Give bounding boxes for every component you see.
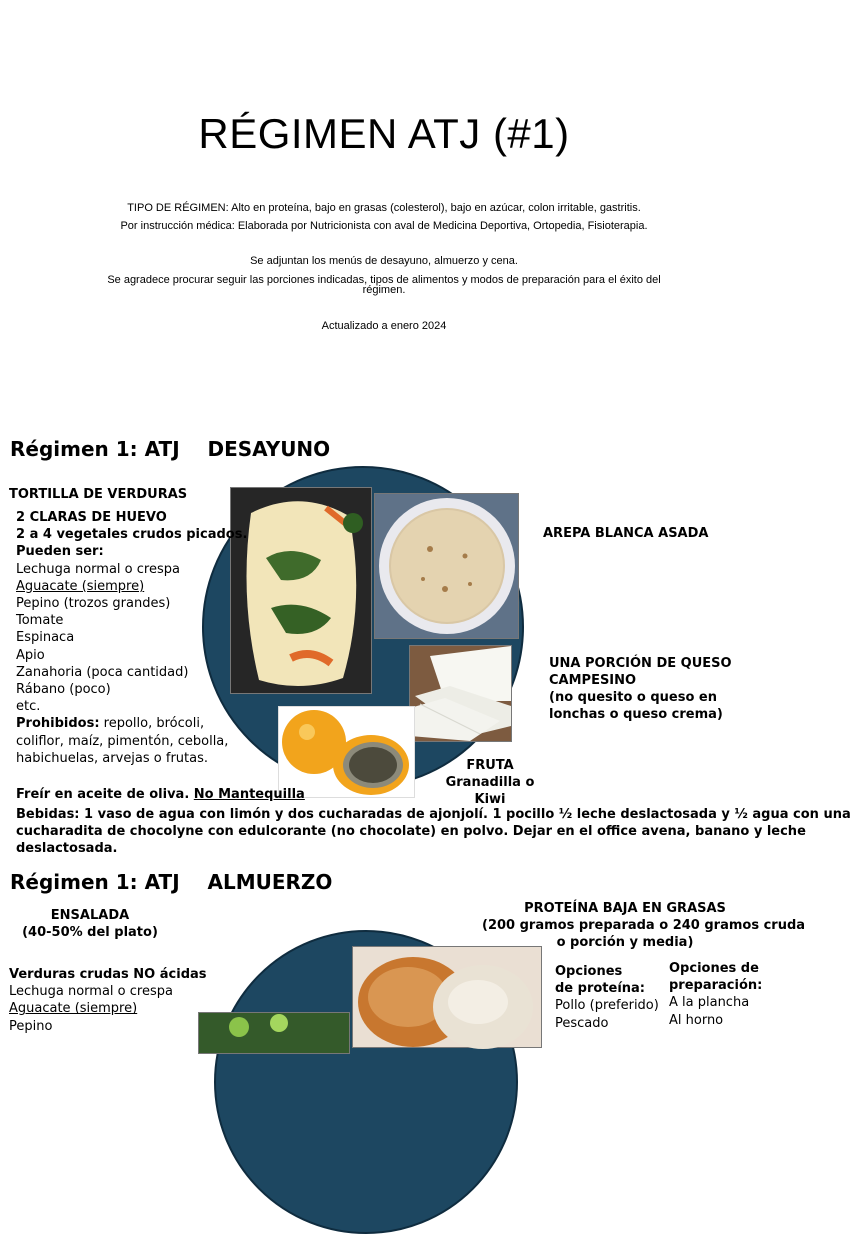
freir-line bbox=[16, 786, 305, 803]
granadilla-image bbox=[278, 706, 415, 798]
queso-image bbox=[409, 645, 512, 742]
list-item: Aguacate (siempre) bbox=[16, 578, 145, 594]
ensalada-line-1: ENSALADA bbox=[50, 908, 130, 923]
list-item: Rábano (poco) bbox=[16, 682, 111, 698]
prohibidos-text-1: repollo, brócoli, bbox=[99, 716, 205, 732]
bebidas-line-1: Bebidas: 1 vaso de agua con limón y dos cucharadas de ajonjolí. 1 pocillo ½ leche deslactosada y ½ agua con una bbox=[16, 807, 851, 822]
list-item: Tomate bbox=[16, 613, 64, 629]
list-item: Apio bbox=[16, 647, 45, 663]
fruta-line-2: Granadilla o Kiwi bbox=[445, 775, 535, 807]
fruta-line-1: FRUTA bbox=[466, 758, 514, 773]
freir-text: Freír en aceite de oliva. bbox=[16, 787, 194, 802]
list-item: etc. bbox=[16, 699, 41, 715]
no-mantequilla: No Mantequilla bbox=[193, 787, 305, 802]
desayuno-heading: Régimen 1: ATJ DESAYUNO bbox=[10, 437, 331, 461]
instruccion-medica: Por instrucción médica: Elaborada por Nutricionista con aval de Medicina Deportiva, Ortopedia, Fisioterapia. bbox=[120, 220, 648, 232]
prohibidos-label: Prohibidos: bbox=[16, 716, 100, 732]
agradecimiento-line-1: Se agradece procurar seguir las porciones indicadas, tipos de alimentos y modos de preparación para el éxito del bbox=[107, 274, 661, 286]
tipo-regimen: TIPO DE RÉGIMEN: Alto en proteína, bajo en grasas (colesterol), bajo en azúcar, colon irritable, gastritis. bbox=[127, 202, 641, 214]
queso-line-3: (no quesito o queso en bbox=[549, 690, 717, 705]
opciones-proteina-title-1: Opciones bbox=[555, 964, 623, 979]
list-item: Pepino bbox=[9, 1018, 53, 1034]
prohibidos-line bbox=[16, 715, 247, 732]
list-item: Al horno bbox=[669, 1012, 724, 1028]
proteina-label bbox=[482, 900, 806, 951]
claras-line: 2 CLARAS DE HUEVO bbox=[16, 510, 167, 525]
opciones-proteina bbox=[555, 963, 659, 1032]
fruta-label bbox=[430, 757, 550, 808]
list-item: Aguacate (siempre) bbox=[9, 1001, 138, 1017]
pueden-ser-label: Pueden ser: bbox=[16, 544, 104, 560]
actualizado: Actualizado a enero 2024 bbox=[321, 320, 447, 332]
almuerzo-verduras bbox=[9, 966, 207, 1035]
list-item: Pepino (trozos grandes) bbox=[16, 596, 171, 612]
tortilla-title: TORTILLA DE VERDURAS bbox=[9, 487, 188, 502]
queso-label bbox=[549, 655, 732, 723]
list-item: Zanahoria (poca cantidad) bbox=[16, 664, 189, 680]
almuerzo-heading: Régimen 1: ATJ ALMUERZO bbox=[10, 870, 333, 894]
ensalada-line-2: (40-50% del plato) bbox=[22, 925, 158, 940]
arepa-image bbox=[374, 493, 519, 639]
opciones-proteina-title-2: de proteína: bbox=[555, 981, 646, 997]
pollo-image bbox=[352, 946, 542, 1048]
arepa-label: AREPA BLANCA ASADA bbox=[543, 526, 709, 541]
opciones-preparacion bbox=[669, 960, 762, 1029]
queso-line-2: CAMPESINO bbox=[549, 673, 637, 688]
bebidas-block bbox=[16, 806, 851, 857]
queso-line-4: lonchas o queso crema) bbox=[549, 707, 723, 722]
bebidas-line-3: deslactosada. bbox=[16, 841, 118, 856]
prohibidos-text-3: habichuelas, arvejas o frutas. bbox=[16, 750, 209, 766]
list-item: Pescado bbox=[555, 1015, 609, 1031]
queso-line-1: UNA PORCIÓN DE QUESO bbox=[549, 656, 732, 671]
opciones-prep-title-2: preparación: bbox=[669, 978, 763, 994]
proteina-line-3: o porción y media) bbox=[556, 935, 694, 950]
list-item: Lechuga normal o crespa bbox=[9, 984, 173, 1000]
tortilla-ingredients bbox=[16, 509, 247, 767]
agradecimiento-line-2: régimen. bbox=[362, 284, 406, 296]
list-item: Lechuga normal o crespa bbox=[16, 561, 180, 577]
menus-adjuntos: Se adjuntan los menús de desayuno, almuerzo y cena. bbox=[250, 255, 518, 267]
page-title: RÉGIMEN ATJ (#1) bbox=[198, 110, 570, 157]
bebidas-line-2: cucharadita de chocolyne con edulcorante (no chocolate) en polvo. Dejar en el office avena, banano y leche bbox=[16, 824, 806, 839]
tortilla-image bbox=[230, 487, 372, 694]
ensalada-image bbox=[198, 1012, 350, 1054]
list-item: Pollo (preferido) bbox=[555, 998, 659, 1014]
list-item: Espinaca bbox=[16, 630, 75, 646]
list-item: A la plancha bbox=[669, 995, 750, 1011]
vegetales-line: 2 a 4 vegetales crudos picados. bbox=[16, 527, 248, 543]
proteina-line-2: (200 gramos preparada o 240 gramos cruda bbox=[482, 918, 806, 933]
opciones-prep-title-1: Opciones de bbox=[669, 961, 759, 976]
prohibidos-text-2: coliflor, maíz, pimentón, cebolla, bbox=[16, 733, 229, 749]
verduras-label: Verduras crudas NO ácidas bbox=[9, 967, 207, 982]
ensalada-label bbox=[0, 907, 180, 941]
proteina-line-1: PROTEÍNA BAJA EN GRASAS bbox=[524, 901, 726, 916]
